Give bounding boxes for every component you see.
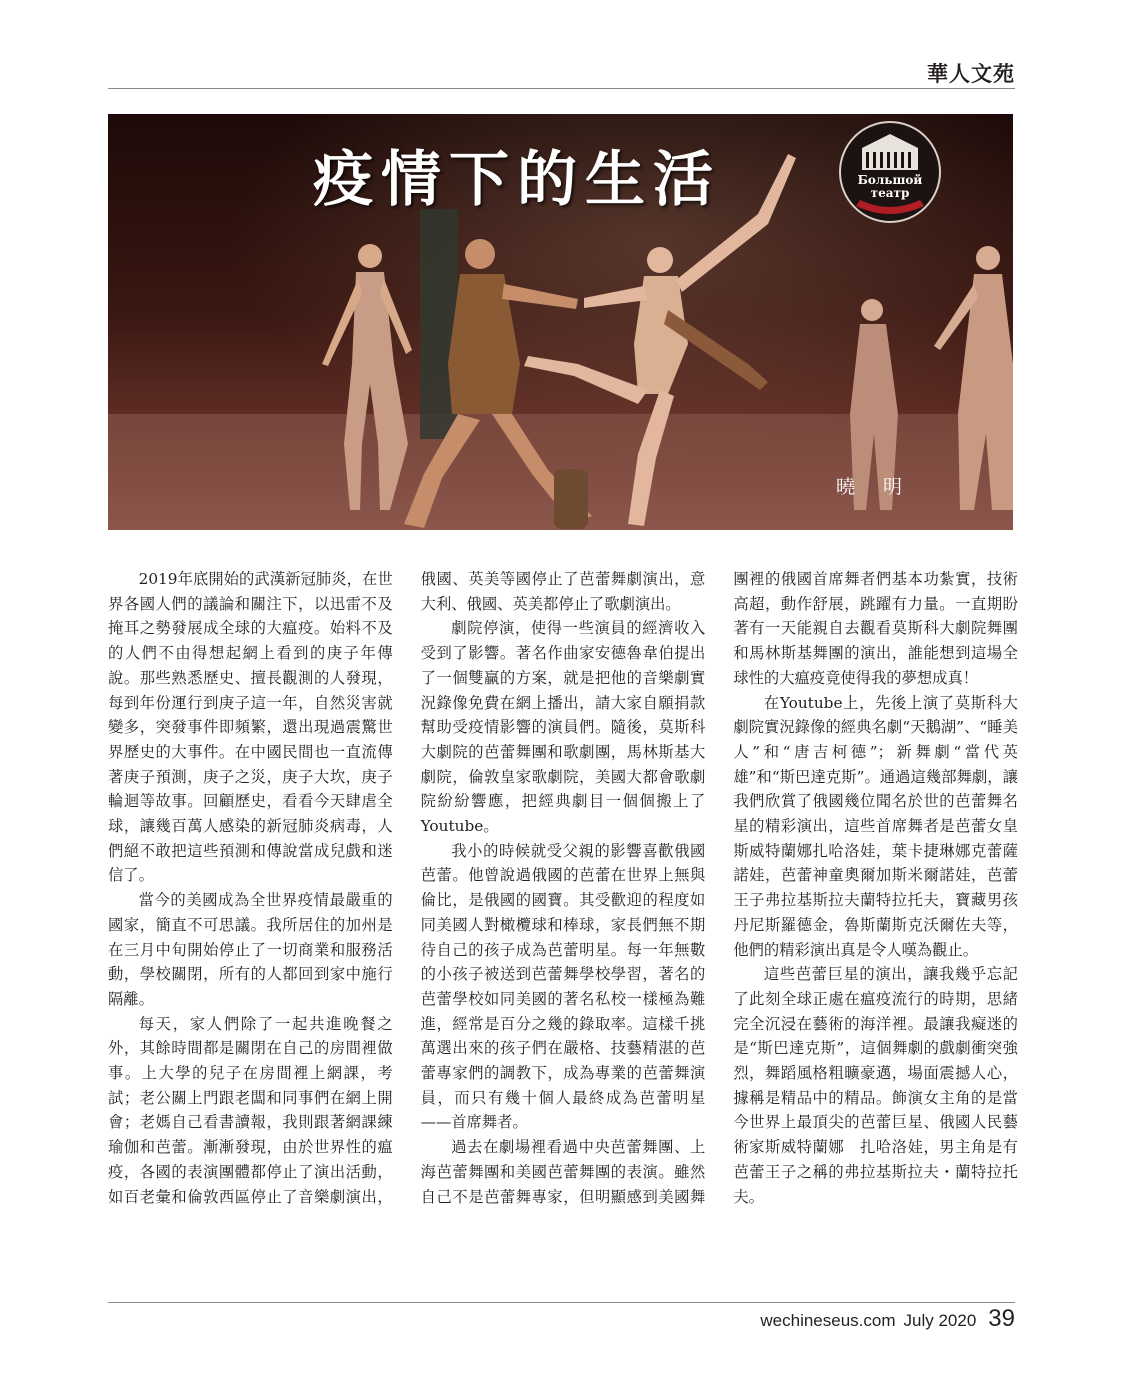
hero-photo xyxy=(108,114,1013,530)
paragraph: 我小的時候就受父親的影響喜歡俄國芭蕾。他曾說過俄國的芭蕾在世界上無與倫比，是俄國的國寶。其受歡迎的程度如同美國人對橄欖球和棒球，家長們無不期待自己的孩子成為芭蕾明星。每一年無數的小孩子被送到芭蕾舞學校學習，著名的芭蕾學校如同美國的著名私校一樣極為難進，經常是百分之幾的錄取率。這樣千挑萬選出來的孩子們在嚴格、技藝精湛的芭蕾專家們的調教下，成為專業的芭蕾舞演員，而只有幾十個人最終成為芭蕾明星——首席舞者。 xyxy=(420,841,706,1132)
article-body xyxy=(108,567,1018,1279)
paragraph: 過去在劇場裡看過中央芭蕾舞團、上海芭蕾舞團和美國芭蕾舞團的表演。雖然自己不是芭蕾舞專家，但明顯感到美國舞團裡的俄國首席舞者們基本功紮實，技術高超，動作舒展，跳躍有力量。一直期盼著有一天能親自去觀看莫斯科大劇院舞團和馬林斯基舞團的演出，誰能想到這場全球性的大瘟疫竟使得我的夢想成真！ xyxy=(420,570,1018,1206)
logo-text-line1: Большой xyxy=(857,173,923,187)
footer-divider xyxy=(108,1302,1015,1303)
paragraph: 在Youtube上，先後上演了莫斯科大劇院實況錄像的經典名劇“天鵝湖”、“睡美人”和“唐吉柯德”；新舞劇“當代英雄”和“斯巴達克斯”。通過這幾部舞劇，讓我們欣賞了俄國幾位聞名於世的芭蕾舞名星的精彩演出，這些首席舞者是芭蕾女皇斯威特蘭娜扎哈洛娃，葉卡捷琳娜克蕾薩諾娃，芭蕾神童奧爾加斯米爾諾娃，芭蕾王子弗拉基斯拉夫蘭特拉托夫，寶藏男孩丹尼斯羅德金，魯斯蘭斯克沃爾佐夫等，他們的精彩演出真是令人嘆為觀止。 xyxy=(733,693,1018,959)
bolshoi-theatre-logo xyxy=(836,118,944,226)
paragraph: 這些芭蕾巨星的演出，讓我幾乎忘記了此刻全球正處在瘟疫流行的時期，思緒完全沉浸在藝術的海洋裡。最讓我癡迷的是“斯巴達克斯”，這個舞劇的戲劇衝突強烈，舞蹈風格粗曠豪邁，場面震撼人心，據稱是精品中的精品。飾演女主角的是當今世界上最頂尖的芭蕾巨星、俄國人民藝術家斯威特蘭娜 扎哈洛娃，男主角是有芭蕾王子之稱的弗拉基斯拉夫・蘭特拉托夫。 xyxy=(733,965,1018,1206)
issue-date: July 2020 xyxy=(903,1311,977,1330)
header-divider xyxy=(108,88,1015,89)
paragraph: 當今的美國成為全世界疫情最嚴重的國家，簡直不可思議。我所居住的加州是在三月中旬開始停止了一切商業和服務活動，學校關閉，所有的人都回到家中施行隔離。 xyxy=(108,891,393,1008)
section-title: 華人文苑 xyxy=(927,62,1015,86)
article-title: 疫情下的生活 xyxy=(313,145,721,215)
page-number: 39 xyxy=(988,1305,1015,1332)
author-byline: 曉明 xyxy=(836,476,931,498)
paragraph: 劇院停演，使得一些演員的經濟收入受到了影響。著名作曲家安德魯韋伯提出了一個雙贏的方案，就是把他的音樂劇實況錄像免費在網上播出，請大家自願捐款幫助受疫情影響的演員們。隨後，莫斯科大劇院的芭蕾舞團和歌劇團，馬林斯基大劇院，倫敦皇家歌劇院，美國大都會歌劇院紛紛響應，把經典劇目一個個搬上了Youtube。 xyxy=(420,619,706,836)
website-url: wechineseus.com xyxy=(760,1311,896,1330)
logo-emblem xyxy=(836,118,944,226)
logo-text-line2: театр xyxy=(870,186,910,200)
paragraph: 2019年底開始的武漢新冠肺炎，在世界各國人們的議論和關注下，以迅雷不及掩耳之勢發展成全球的大瘟疫。始料不及的人們不由得想起網上看到的庚子年傳說。那些熟悉歷史、擅長觀測的人發現，每到年份運行到庚子這一年，自然災害就變多，突發事件即頻繁，還出現過震驚世界歷史的大事件。在中國民間也一直流傳著庚子預測，庚子之災，庚子大坎，庚子輪迴等故事。回顧歷史，看看今天肆虐全球，讓幾百萬人感染的新冠肺炎病毒，人們絕不敢把這些預測和傳說當成兒戲和迷信了。 xyxy=(108,570,393,885)
page-footer xyxy=(760,1305,1015,1333)
paragraph: 每天，家人們除了一起共進晚餐之外，其餘時間都是關閉在自己的房間裡做事。上大學的兒子在房間裡上網課，考試；老公關上門跟老闆和同事們在網上開會；老媽自己看書讀報，我則跟著網課練瑜伽和芭蕾。漸漸發現，由於世界性的瘟疫，各國的表演團體都停止了演出活動，如百老彙和倫敦西區停止了音樂劇演出，俄國、英美等國停止了芭蕾舞劇演出，意大利、俄國、英美都停止了歌劇演出。 xyxy=(108,570,706,1206)
